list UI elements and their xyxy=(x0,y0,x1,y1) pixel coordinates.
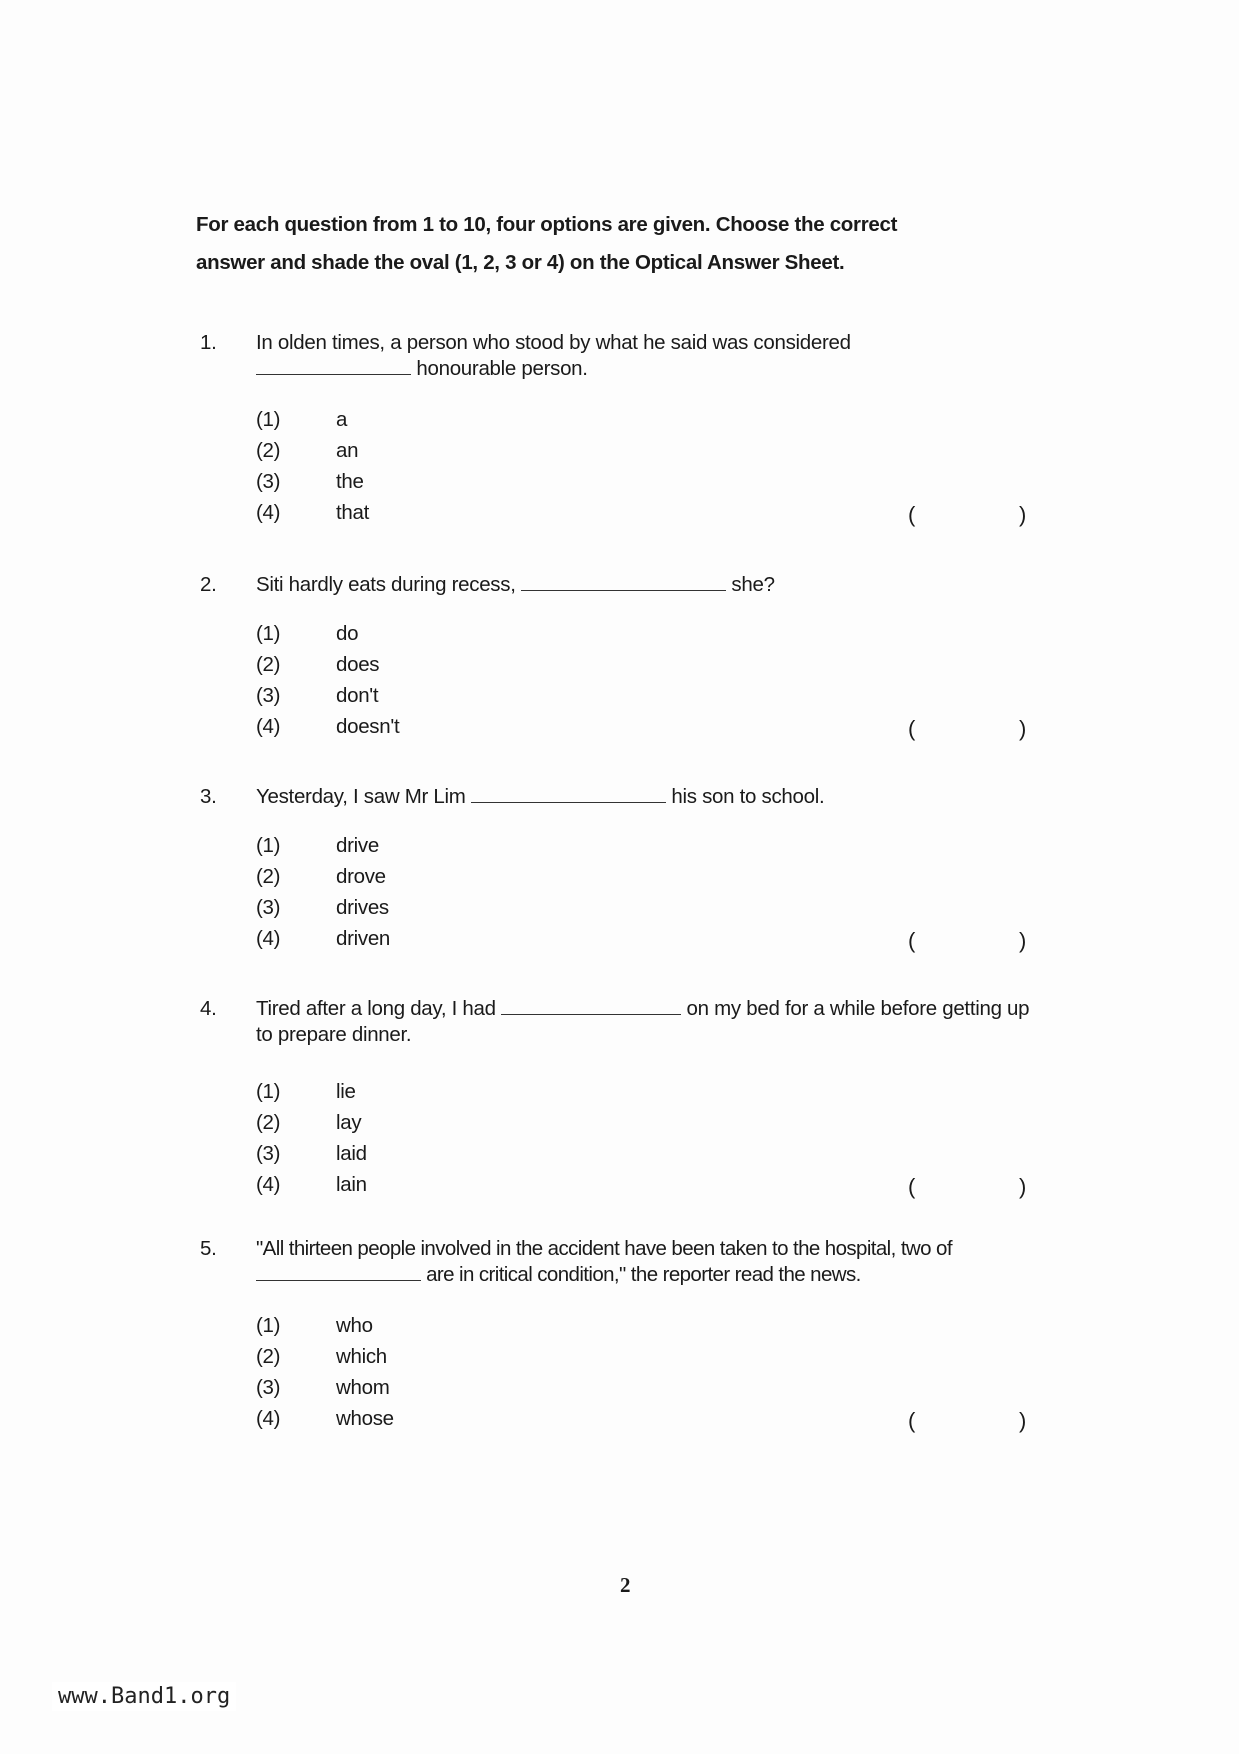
option-2 xyxy=(256,1341,1030,1372)
option-number: (2) xyxy=(256,1344,281,1368)
question-text-before: "All thirteen people involved in the accident have been taken to the hospital, two of xyxy=(256,1237,952,1260)
answer-blank xyxy=(521,572,726,591)
option-2 xyxy=(256,649,1030,680)
option-1 xyxy=(256,1310,1030,1341)
answer-blank xyxy=(256,1262,421,1281)
option-text: do xyxy=(336,621,359,645)
bracket-close: ) xyxy=(1018,502,1026,527)
option-text: drive xyxy=(336,833,379,857)
question-4 xyxy=(200,996,1030,1200)
question-1 xyxy=(200,330,1030,528)
option-number: (3) xyxy=(256,683,281,707)
option-number: (4) xyxy=(256,1406,281,1430)
option-text: does xyxy=(336,652,380,676)
question-text-before: Tired after a long day, I had xyxy=(256,997,496,1020)
answer-bracket[interactable] xyxy=(908,1408,1026,1434)
option-2 xyxy=(256,1107,1030,1138)
question-2 xyxy=(200,572,1030,742)
option-3 xyxy=(256,892,1030,923)
option-text: lay xyxy=(336,1110,362,1134)
question-text-after: are in critical condition," the reporter read the news. xyxy=(426,1263,861,1286)
bracket-open: ( xyxy=(908,928,916,953)
option-number: (4) xyxy=(256,500,281,524)
option-text: an xyxy=(336,438,359,462)
option-number: (1) xyxy=(256,833,281,857)
option-number: (3) xyxy=(256,469,281,493)
option-number: (4) xyxy=(256,1172,281,1196)
question-number: 2. xyxy=(200,573,217,596)
answer-bracket[interactable] xyxy=(908,928,1026,954)
option-number: (2) xyxy=(256,438,281,462)
bracket-close: ) xyxy=(1018,1408,1026,1433)
bracket-close: ) xyxy=(1018,928,1026,953)
question-text-before: In olden times, a person who stood by what he said was considered xyxy=(256,331,851,354)
question-text xyxy=(256,1236,1030,1288)
option-1 xyxy=(256,830,1030,861)
question-number: 1. xyxy=(200,331,217,354)
option-1 xyxy=(256,618,1030,649)
option-number: (3) xyxy=(256,1141,281,1165)
option-text: laid xyxy=(336,1141,367,1165)
option-text: doesn't xyxy=(336,714,400,738)
question-text-after: she? xyxy=(731,573,775,596)
option-number: (1) xyxy=(256,1313,281,1337)
option-text: driven xyxy=(336,926,391,950)
option-2 xyxy=(256,435,1030,466)
question-text-after: his son to school. xyxy=(671,785,825,808)
option-number: (3) xyxy=(256,1375,281,1399)
option-number: (2) xyxy=(256,652,281,676)
option-number: (3) xyxy=(256,895,281,919)
answer-bracket[interactable] xyxy=(908,502,1026,528)
option-3 xyxy=(256,1372,1030,1403)
option-number: (1) xyxy=(256,1079,281,1103)
option-3 xyxy=(256,680,1030,711)
watermark: www.Band1.org xyxy=(52,1682,236,1711)
bracket-close: ) xyxy=(1018,1174,1026,1199)
instructions-line-1: For each question from 1 to 10, four options are given. Choose the correct xyxy=(196,213,898,236)
option-3 xyxy=(256,466,1030,497)
option-1 xyxy=(256,404,1030,435)
bracket-open: ( xyxy=(908,1174,916,1199)
bracket-open: ( xyxy=(908,1408,916,1433)
instructions xyxy=(196,206,1026,282)
question-text-after: honourable person. xyxy=(416,357,588,380)
option-number: (1) xyxy=(256,407,281,431)
question-3 xyxy=(200,784,1030,954)
option-text: lain xyxy=(336,1172,367,1196)
option-text: whom xyxy=(336,1375,390,1399)
answer-bracket[interactable] xyxy=(908,716,1026,742)
option-text: that xyxy=(336,500,369,524)
instructions-line-2: answer and shade the oval (1, 2, 3 or 4) on the Optical Answer Sheet. xyxy=(196,251,845,274)
option-number: (2) xyxy=(256,864,281,888)
answer-blank xyxy=(471,784,666,803)
option-text: drives xyxy=(336,895,389,919)
bracket-open: ( xyxy=(908,716,916,741)
question-text-before: Siti hardly eats during recess, xyxy=(256,573,516,596)
bracket-close: ) xyxy=(1018,716,1026,741)
option-1 xyxy=(256,1076,1030,1107)
option-number: (1) xyxy=(256,621,281,645)
option-2 xyxy=(256,861,1030,892)
option-number: (4) xyxy=(256,926,281,950)
question-text-before: Yesterday, I saw Mr Lim xyxy=(256,785,466,808)
option-text: lie xyxy=(336,1079,356,1103)
question-number: 4. xyxy=(200,997,217,1020)
option-text: drove xyxy=(336,864,386,888)
option-text: which xyxy=(336,1344,387,1368)
question-5 xyxy=(200,1236,1030,1434)
page-number: 2 xyxy=(620,1573,631,1597)
question-text xyxy=(256,572,1030,598)
answer-blank xyxy=(501,996,681,1015)
question-text xyxy=(256,330,1030,382)
option-text: whose xyxy=(336,1406,394,1430)
answer-bracket[interactable] xyxy=(908,1174,1026,1200)
question-number: 5. xyxy=(200,1237,217,1260)
option-text: a xyxy=(336,407,348,431)
option-text: the xyxy=(336,469,364,493)
option-number: (2) xyxy=(256,1110,281,1134)
question-number: 3. xyxy=(200,785,217,808)
bracket-open: ( xyxy=(908,502,916,527)
option-number: (4) xyxy=(256,714,281,738)
option-text: who xyxy=(336,1313,373,1337)
option-3 xyxy=(256,1138,1030,1169)
option-text: don't xyxy=(336,683,379,707)
question-text xyxy=(256,784,1030,810)
question-text xyxy=(256,996,1030,1048)
question-text-after: on my bed for a while before getting up to prepare dinner. xyxy=(256,997,1030,1046)
answer-blank xyxy=(256,356,411,375)
